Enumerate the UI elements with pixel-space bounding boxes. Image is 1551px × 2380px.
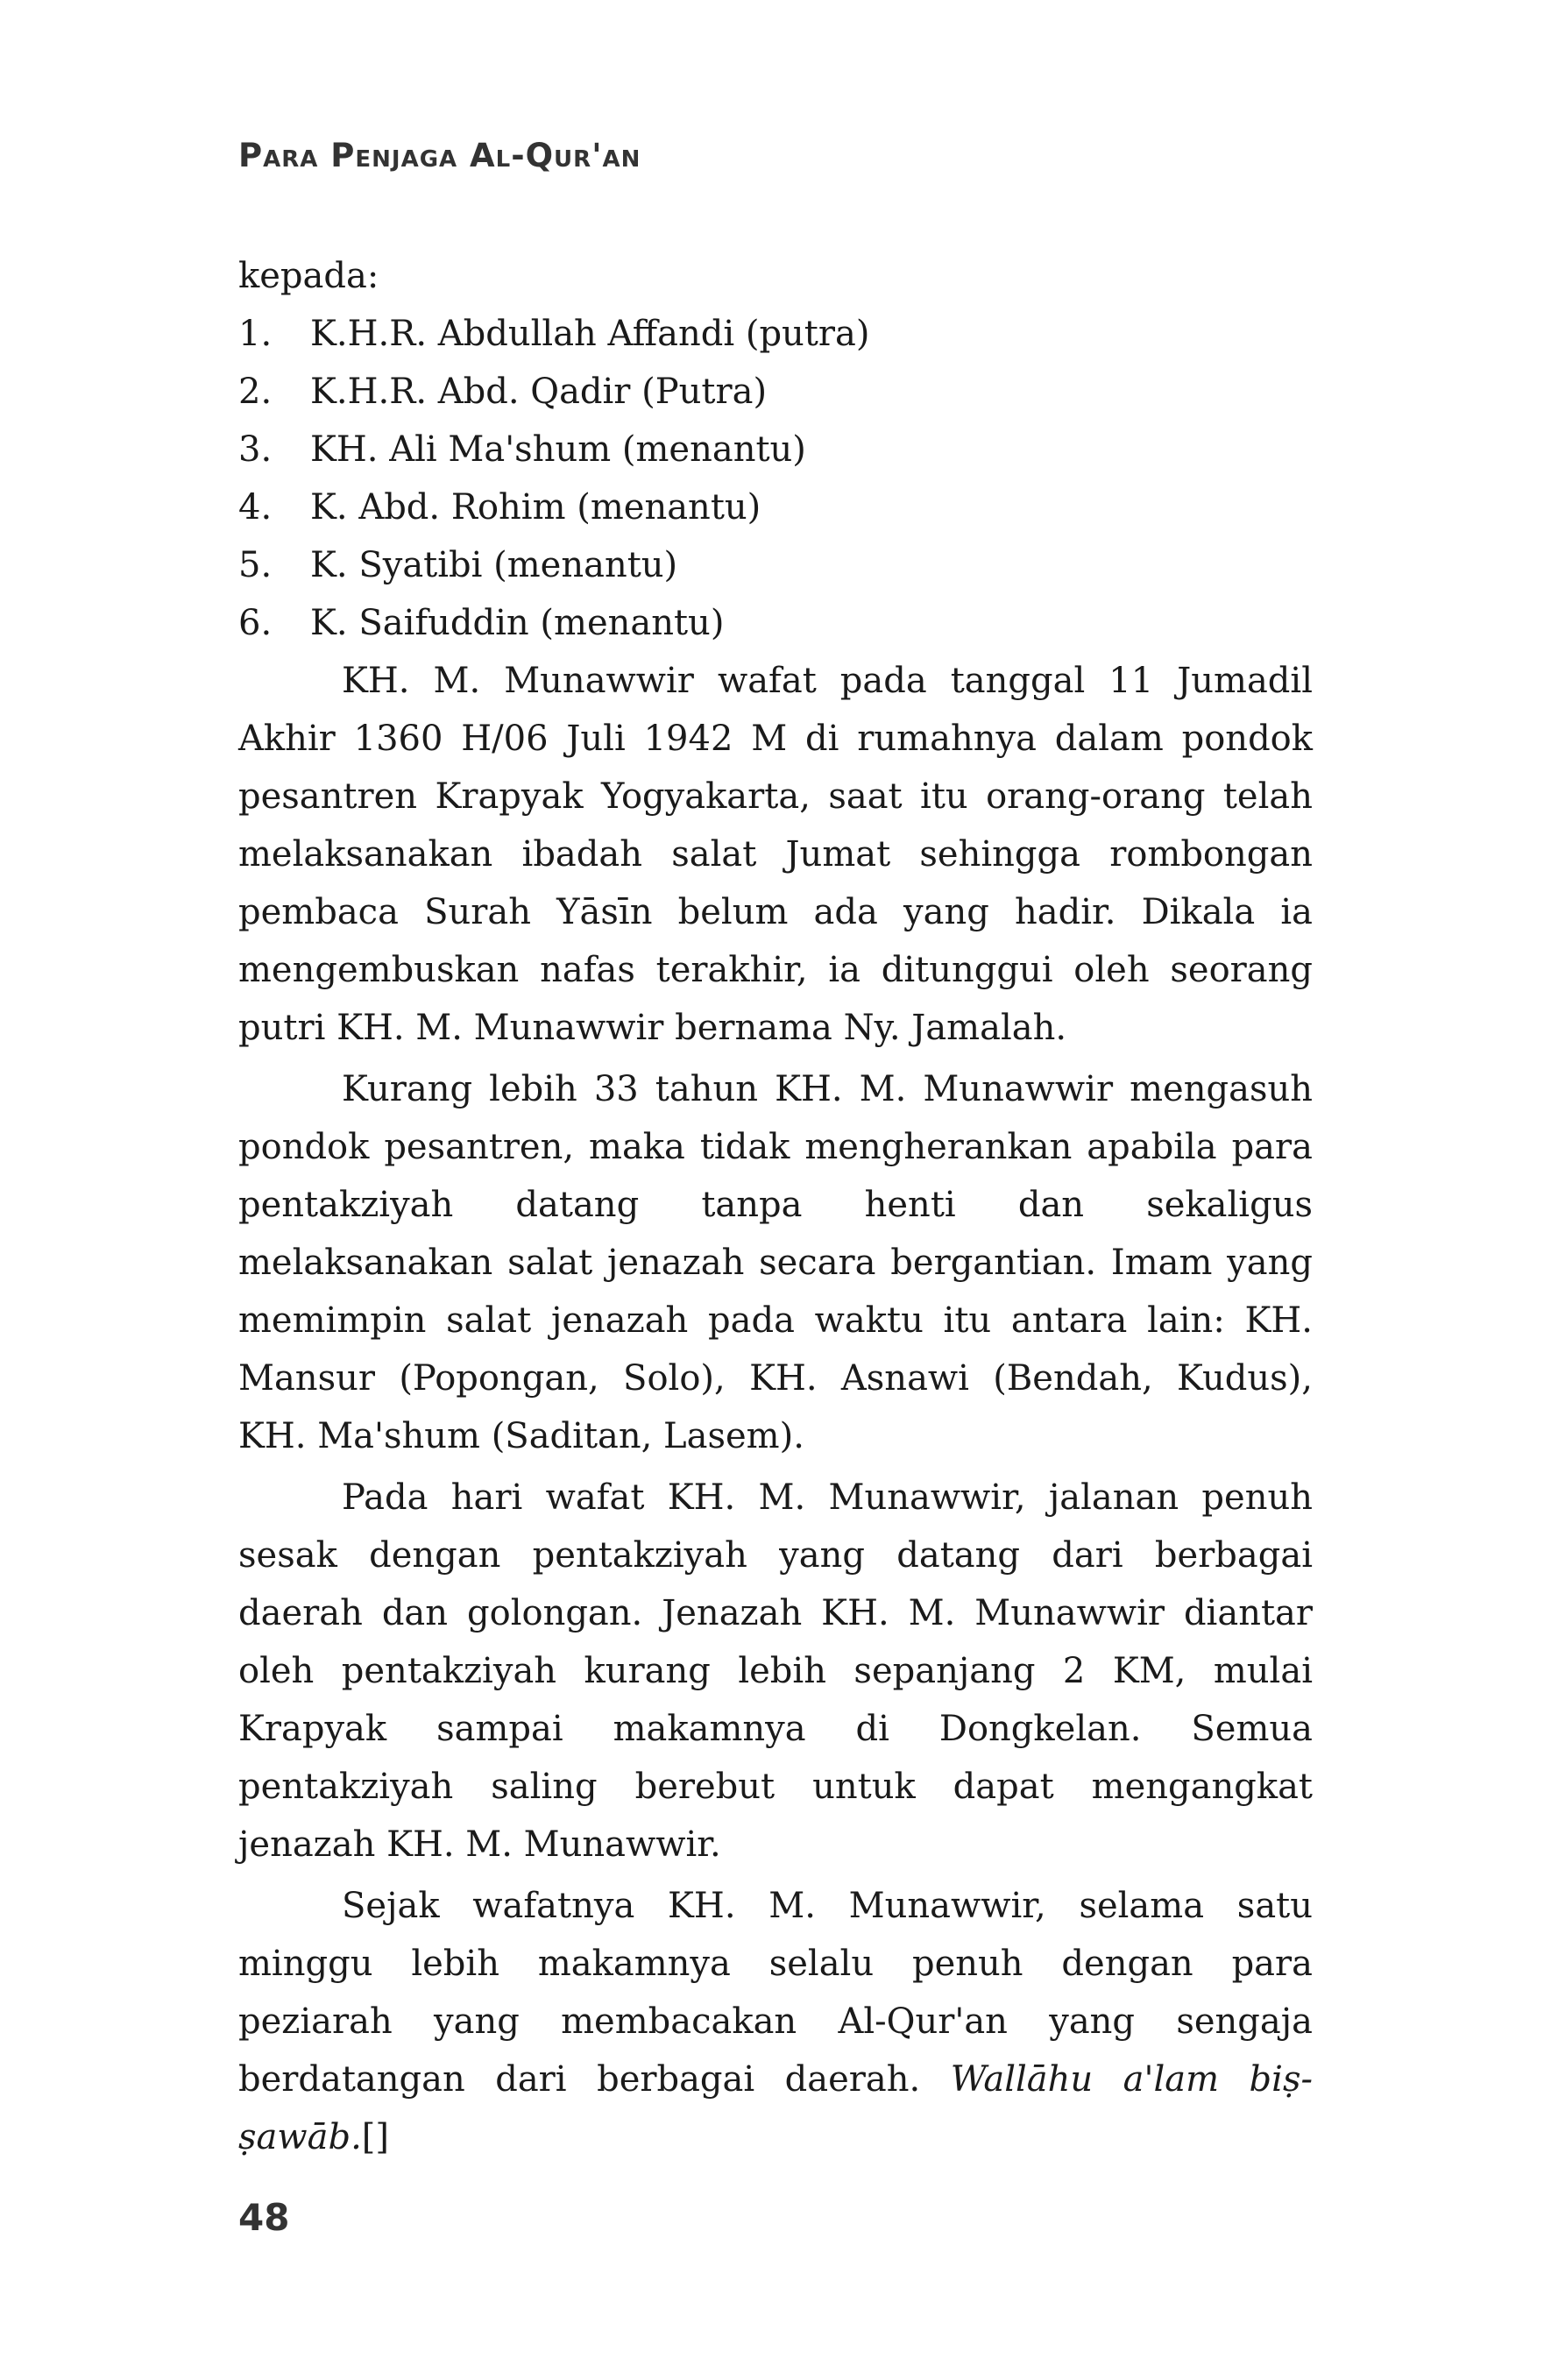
pilgrims-text: Sejak wafatnya KH. M. Munawwir, selama satu minggu lebih makamnya selalu penuh dengan para peziarah yang membacakan Al-Qur'an yang sengaja berdatangan dari berbagai daerah. [238, 1886, 1313, 2100]
paragraph-procession: Pada hari wafat KH. M. Munawwir, jalanan penuh sesak dengan pentakziyah yang datang dari berbagai daerah dan golongan. Jenazah KH. M. Munawwir diantar oleh pentakziyah kurang lebih sepanjang 2 KM, mulai Krapyak sampai makamnya di Dongkelan. Semua pentakziyah saling berebut untuk dapat mengangkat jenazah KH. M. Munawwir. [238, 1477, 1313, 1865]
list-text: K. Abd. Rohim (menantu) [310, 487, 761, 528]
end-mark: [] [361, 2117, 389, 2157]
page-number: 48 [238, 2196, 290, 2239]
paragraph-death: KH. M. Munawwir wafat pada tanggal 11 Jumadil Akhir 1360 H/06 Juli 1942 M di rumahnya dalam pondok pesantren Krapyak Yogyakarta, saat itu orang-orang telah melaksanakan ibadah salat Jumat sehingga rombongan pembaca Surah Yāsīn belum ada yang hadir. Dikala ia mengembuskan nafas terakhir, ia ditunggui oleh seorang putri KH. M. Munawwir bernama Ny. Jamalah. [238, 661, 1313, 1048]
list-text: K.H.R. Abd. Qadir (Putra) [310, 372, 768, 412]
list-item [238, 594, 1313, 652]
running-head: Para Penjaga Al-Qur'an [238, 137, 641, 174]
list-number: 1. [238, 314, 273, 354]
successor-list [238, 305, 1313, 652]
list-number: 2. [238, 372, 273, 412]
closing-phrase: Wallāhu a'lam biṣ-ṣawāb. [238, 2059, 1313, 2157]
paragraph-funeral-prayer: Kurang lebih 33 tahun KH. M. Munawwir mengasuh pondok pesantren, maka tidak mengherankan apabila para pentakziyah datang tanpa henti dan sekaligus melaksanakan salat jenazah secara bergantian. Imam yang memimpin salat jenazah pada waktu itu antara lain: KH. Mansur (Popongan, Solo), KH. Asnawi (Bendah, Kudus), KH. Ma'shum (Saditan, Lasem). [238, 1069, 1313, 1456]
list-number: 6. [238, 603, 273, 643]
list-text: KH. Ali Ma'shum (menantu) [310, 429, 806, 470]
list-item [238, 536, 1313, 594]
list-text: K.H.R. Abdullah Affandi (putra) [310, 314, 870, 354]
list-item [238, 421, 1313, 478]
paragraph-pilgrims [238, 1877, 1313, 2166]
list-number: 3. [238, 429, 273, 470]
list-text: K. Syatibi (menantu) [310, 545, 678, 585]
list-item [238, 305, 1313, 363]
list-number: 4. [238, 487, 273, 528]
page-body [238, 247, 1313, 2166]
list-item [238, 363, 1313, 421]
list-number: 5. [238, 545, 273, 585]
intro-line: kepada: [238, 256, 379, 296]
list-text: K. Saifuddin (menantu) [310, 603, 725, 643]
list-item [238, 478, 1313, 536]
